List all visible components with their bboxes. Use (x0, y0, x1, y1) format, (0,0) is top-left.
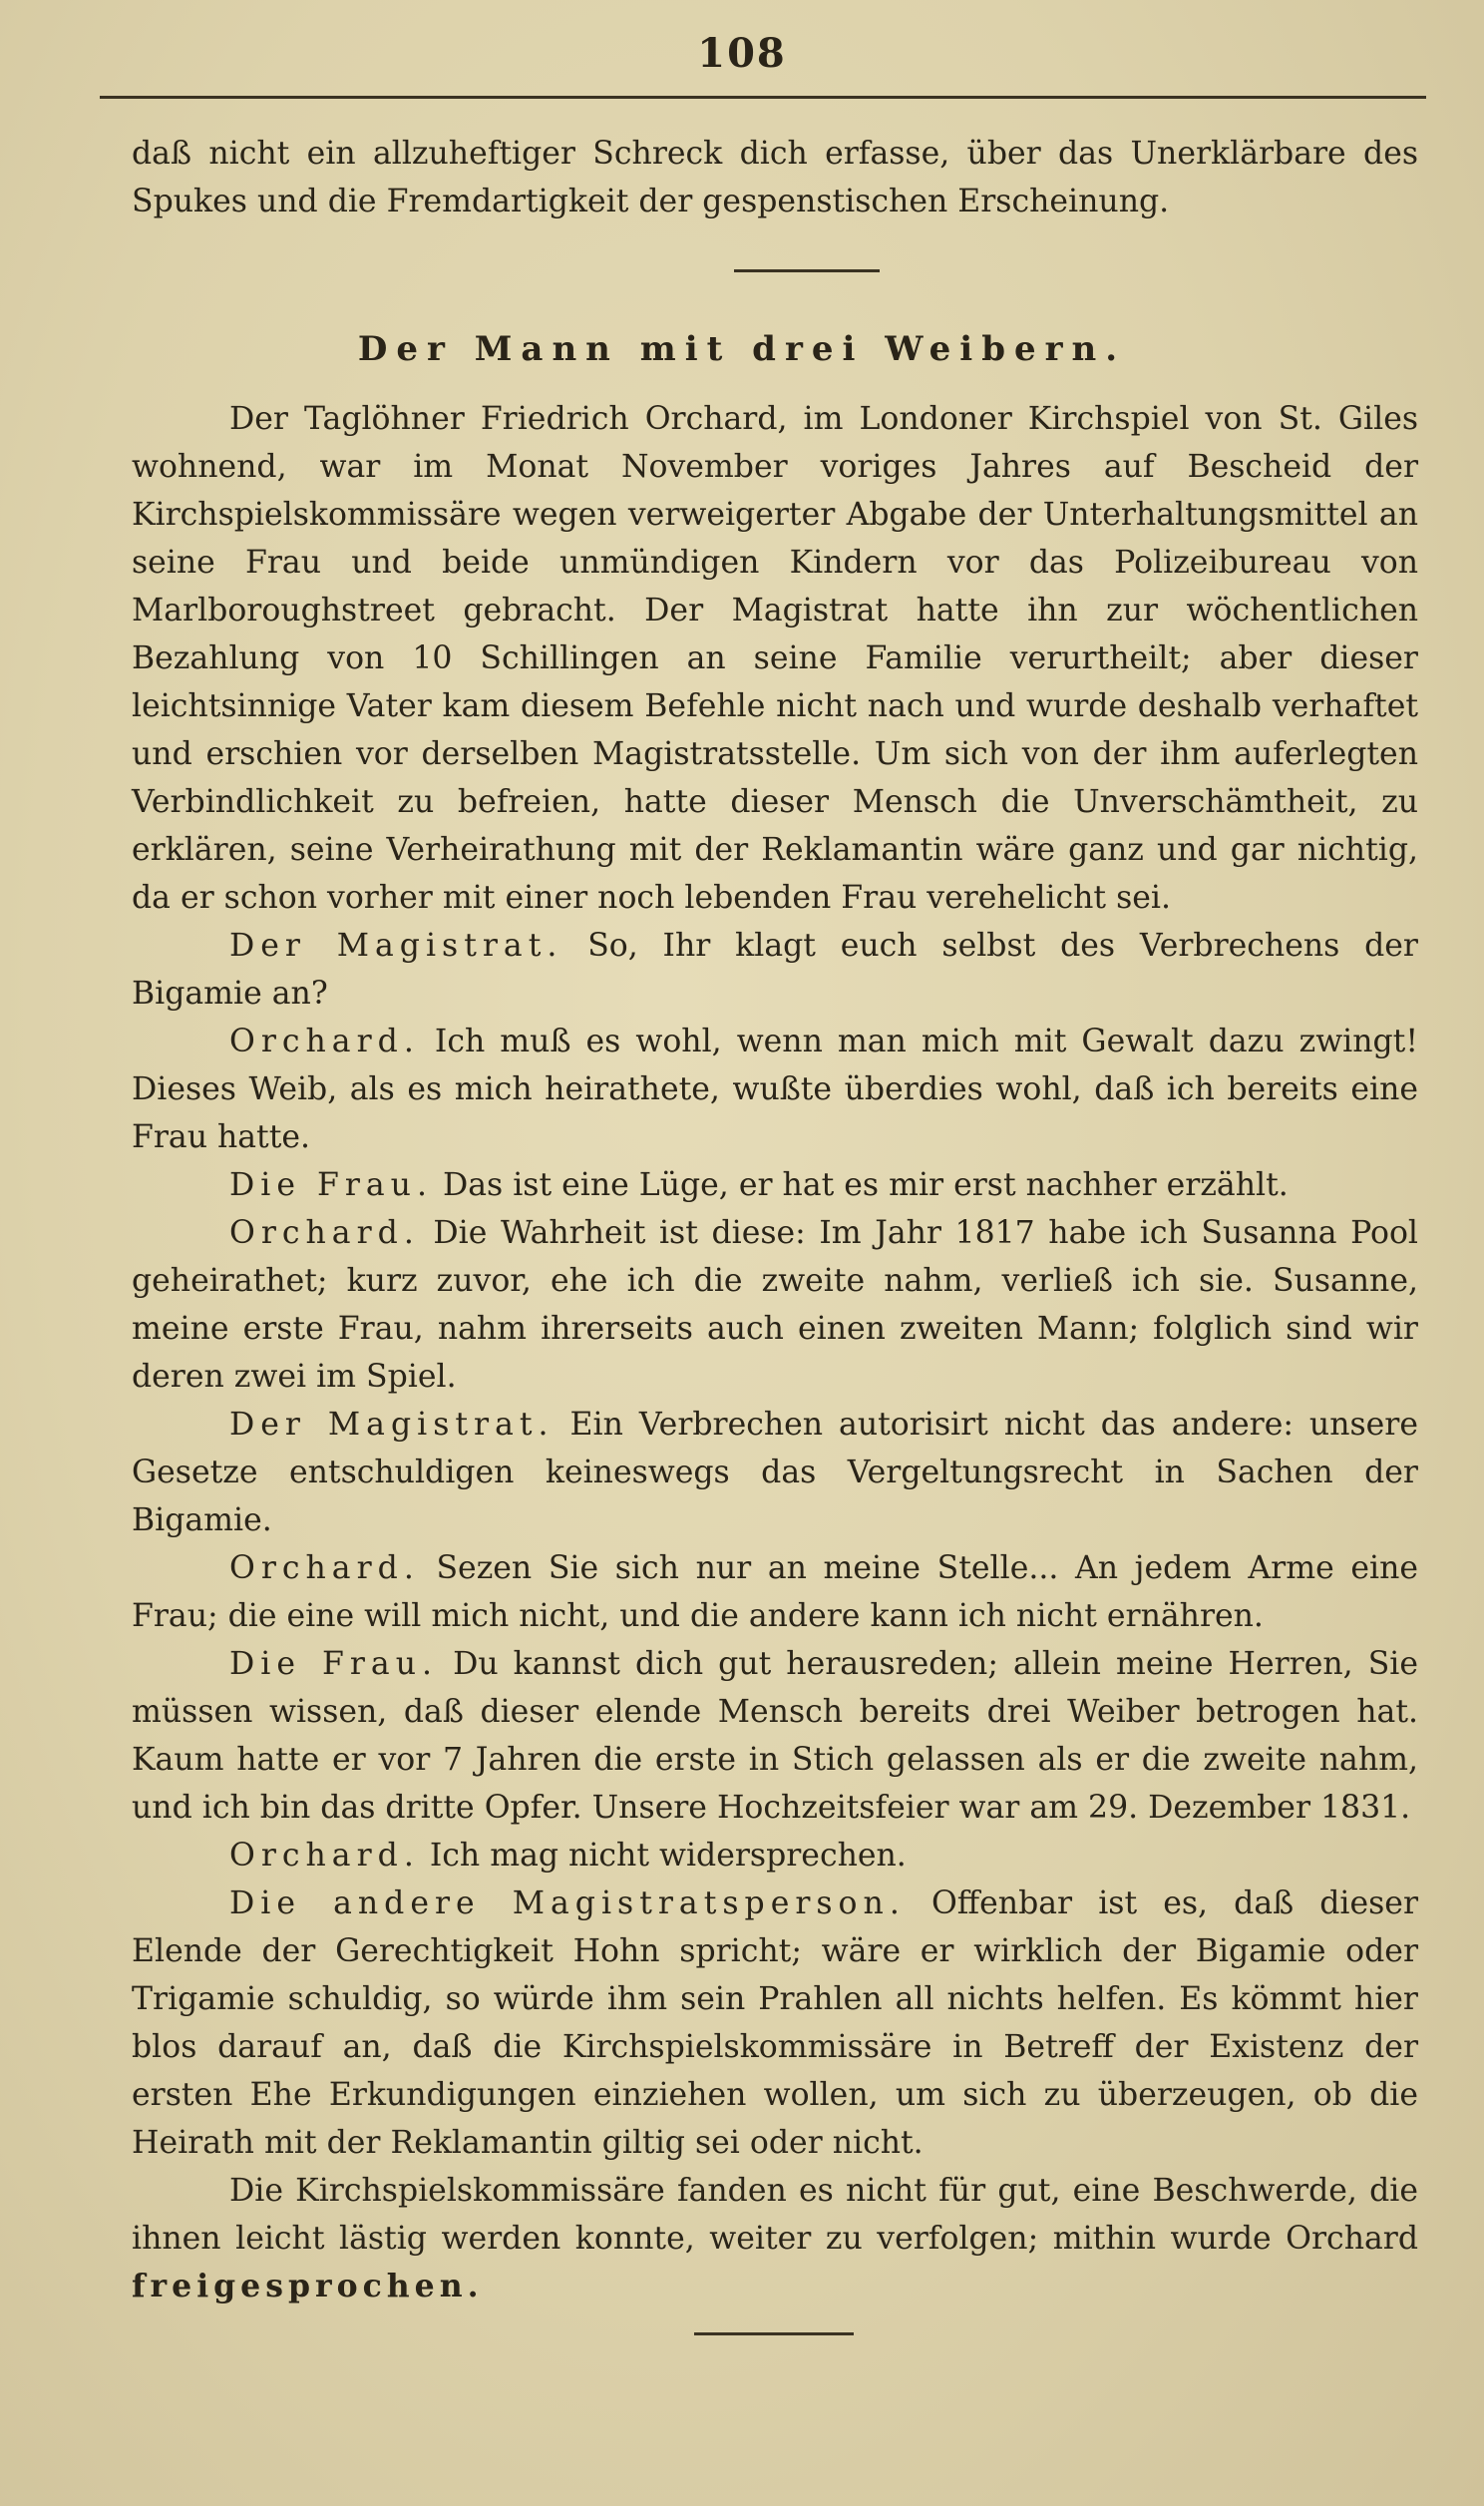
section-separator (734, 269, 880, 272)
intro-text: daß nicht ein allzuheftiger Schreck dich erfasse, über das Unerklärbare des Spukes und die Fremdartigkeit der gespenstischen Erscheinung. (132, 136, 1418, 219)
dialogue-text: Du kannst dich gut herausreden; allein meine Herren, Sie müssen wissen, daß dieser elende Mensch bereits drei Weiber betrogen hat. Kaum hatte er vor 7 Jahren die erste in Stich gelassen als er die zweite nahm, und ich bin das dritte Opfer. Unsere Hochzeitsfeier war am 29. Dezember 1831. (132, 1646, 1419, 1826)
closing-paragraph (132, 2167, 1418, 2310)
dialogue-text: Offenbar ist es, daß dieser Elende der Gerechtigkeit Hohn spricht; wäre er wirklich der Bigamie oder Trigamie schuldig, so würde ihm sein Prahlen all nichts helfen. Es kömmt hier blos darauf an, daß die Kirchspielskommissäre in Betreff der Existenz der ersten Ehe Erkundigungen einziehen wollen, um sich zu überzeugen, ob die Heirath mit der Reklamantin giltig sei oder nicht. (132, 1885, 1418, 2161)
dialogue-text: Sezen Sie sich nur an meine Stelle... An jedem Arme eine Frau; die eine will mich nicht, und die andere kann ich nicht ernähren. (132, 1550, 1418, 1634)
header-rule (100, 96, 1426, 99)
dialogue-paragraph (132, 1544, 1418, 1640)
story-paragraph (132, 395, 1418, 922)
dialogue-paragraph (132, 1209, 1418, 1401)
speaker-name: Orchard. (229, 1838, 420, 1874)
dialogue-text: So, Ihr klagt euch selbst des Verbrechens der Bigamie an? (132, 928, 1418, 1012)
dialogue-text: Die Wahrheit ist diese: Im Jahr 1817 habe ich Susanna Pool geheirathet; kurz zuvor, ehe ich die zweite nahm, verließ ich sie. Susanne, meine erste Frau, nahm ihrerseits auch einen zweiten Mann; folglich sind wir deren zwei im Spiel. (132, 1215, 1419, 1395)
dialogue-text: Ich muß es wohl, wenn man mich mit Gewalt dazu zwingt! Dieses Weib, als es mich heirathete, wußte überdies wohl, daß ich bereits eine Frau hatte. (132, 1024, 1418, 1155)
dialogue-paragraph (132, 1640, 1418, 1832)
closing-text: Die Kirchspielskommissäre fanden es nicht für gut, eine Beschwerde, die ihnen leicht lästig werden konnte, weiter zu verfolgen; mithin wurde Orchard (132, 2173, 1418, 2257)
speaker-name: Die andere Magistratsperson. (229, 1885, 906, 1921)
dialogue-paragraph (132, 1018, 1418, 1161)
speaker-name: Orchard. (229, 1550, 420, 1586)
speaker-name: Die Frau. (229, 1167, 433, 1203)
dialogue-paragraph (132, 1161, 1418, 1209)
speaker-name: Die Frau. (229, 1646, 439, 1682)
speaker-name: Orchard. (229, 1024, 420, 1059)
speaker-name: Der Magistrat. (229, 1407, 555, 1443)
speaker-name: Der Magistrat. (229, 928, 563, 964)
dialogue-paragraph (132, 1880, 1418, 2167)
intro-paragraph (132, 130, 1418, 225)
end-separator (694, 2332, 854, 2335)
story-body (132, 395, 1418, 2310)
dialogue-paragraph (132, 1401, 1418, 1544)
dialogue-text: Das ist eine Lüge, er hat es mir erst nachher erzählt. (443, 1167, 1289, 1203)
dialogue-paragraph (132, 1832, 1418, 1880)
page-number: 108 (697, 30, 787, 77)
dialogue-text: Ein Verbrechen autorisirt nicht das andere: unsere Gesetze entschuldigen keineswegs das Vergeltungsrecht in Sachen der Bigamie. (132, 1407, 1418, 1538)
story-title: Der Mann mit drei Weibern. (357, 329, 1127, 369)
paragraph-text: Der Taglöhner Friedrich Orchard, im Londoner Kirchspiel von St. Giles wohnend, war im Monat November voriges Jahres auf Bescheid der Kirchspielskommissäre wegen verweigerter Abgabe der Unterhaltungsmittel an seine Frau und beide unmündigen Kindern vor das Polizeibureau von Marlboroughstreet gebracht. Der Magistrat hatte ihn zur wöchentlichen Bezahlung von 10 Schillingen an seine Familie verurtheilt; aber dieser leichtsinnige Vater kam diesem Befehle nicht nach und wurde deshalb verhaftet und erschien vor derselben Magistratsstelle. Um sich von der ihm auferlegten Verbindlichkeit zu befreien, hatte dieser Mensch die Unverschämtheit, zu erklären, seine Verheirathung mit der Reklamantin wäre ganz und gar nichtig, da er schon vorher mit einer noch lebenden Frau verehelicht sei. (132, 401, 1418, 916)
dialogue-text: Ich mag nicht widersprechen. (429, 1838, 907, 1874)
verdict-word: freigesprochen. (132, 2268, 484, 2304)
dialogue-paragraph (132, 922, 1418, 1018)
speaker-name: Orchard. (229, 1215, 420, 1251)
